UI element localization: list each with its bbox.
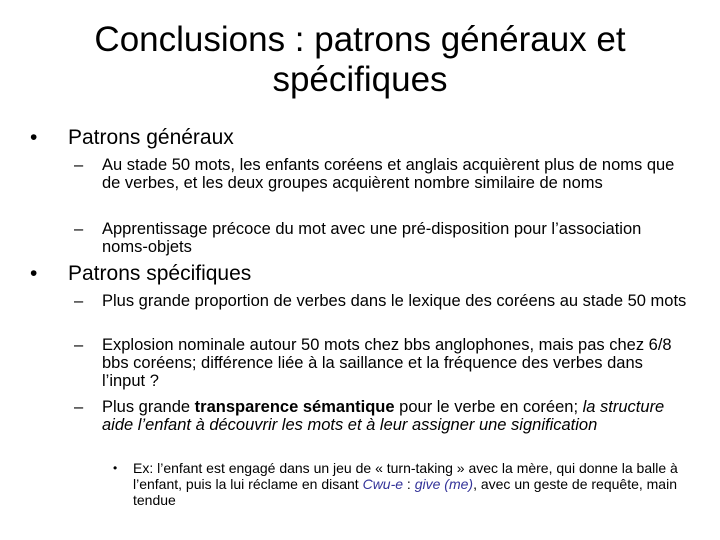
list-item: [74, 336, 690, 390]
text-run: :: [403, 476, 415, 492]
bullet: •: [30, 262, 38, 285]
text-run: pour le verbe en coréen;: [394, 398, 583, 416]
list-item: [74, 398, 690, 434]
list-item-text: Apprentissage précoce du mot avec une pré-disposition pour l’association noms-objets: [102, 220, 642, 256]
list-item: [74, 292, 690, 310]
dash-marker: –: [74, 156, 84, 174]
korean-term: Cwu-e: [362, 476, 404, 492]
list-item: [74, 156, 690, 192]
section-heading-specific: [30, 262, 680, 286]
dash-marker: –: [74, 336, 84, 354]
bullet: •: [113, 461, 118, 475]
text-run: Ex: l’enfant est engagé dans un jeu de « turn-taking » avec la mère, qui donne la balle à l’enfant, puis la lui réclame en disant: [133, 460, 678, 492]
list-item-text: [102, 398, 690, 434]
bullet: •: [30, 126, 38, 149]
list-item-text: Explosion nominale autour 50 mots chez bbs anglophones, mais pas chez 6/8 bbs coréens; différence liée à la saillance et la fréquence des verbes dans l’input ?: [102, 336, 672, 390]
sub-list-item: [113, 460, 693, 508]
dash-marker: –: [74, 292, 84, 310]
list-item: [74, 220, 690, 256]
section-heading-general: [30, 126, 680, 150]
section-heading-text: Patrons généraux: [68, 126, 234, 149]
english-gloss: give (me): [414, 476, 474, 492]
dash-marker: –: [74, 220, 84, 238]
dash-marker: –: [74, 398, 84, 416]
list-item-text: Au stade 50 mots, les enfants coréens et anglais acquièrent plus de noms que de verbes, et les deux groupes acquièrent nombre similaire de noms: [102, 156, 675, 192]
emphasis-italic: la structure aide l’enfant à découvrir les mots et à leur assigner une signification: [102, 398, 665, 434]
slide-title: Conclusions : patrons généraux et spécifiques: [94, 20, 626, 99]
section-heading-text: Patrons spécifiques: [68, 262, 252, 285]
sub-list-item-text: [133, 460, 693, 508]
text-run: , avec un geste de requête, main tendue: [133, 476, 677, 508]
list-item-text: Plus grande proportion de verbes dans le lexique des coréens au stade 50 mots: [102, 292, 687, 310]
emphasis-bold: transparence sémantique: [194, 398, 395, 416]
text-run: Plus grande: [102, 398, 195, 416]
